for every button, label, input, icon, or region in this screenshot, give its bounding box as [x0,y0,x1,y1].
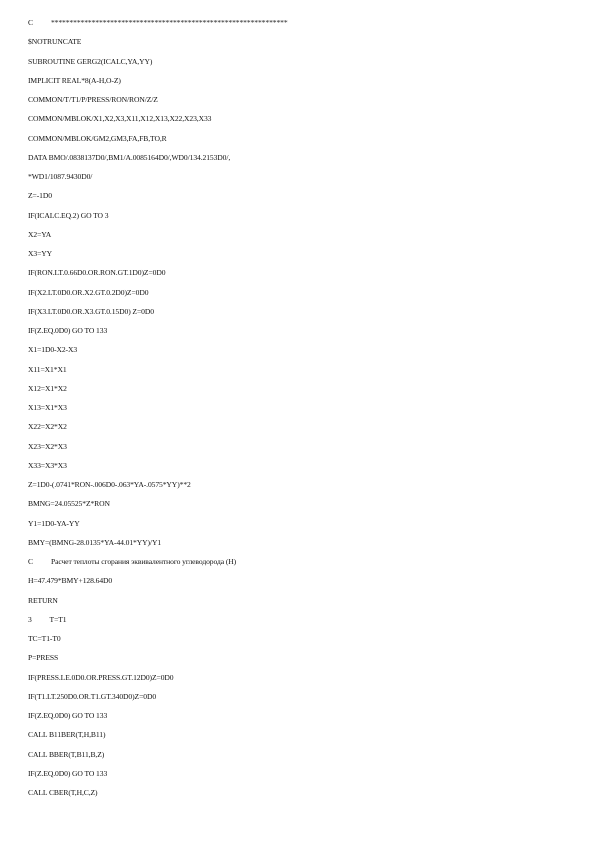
code-line: IF(PRESS.LE.0D0.OR.PRESS.GT.12D0)Z=0D0 [28,672,174,682]
code-line: COMMON/MBLOK/X1,X2,X3,X11,X12,X13,X22,X23,X33 [28,114,212,124]
code-line: Z=-1D0 [28,191,52,201]
code-line: IF(Z.EQ.0D0) GO TO 133 [28,326,108,335]
code-line: X3=YY [28,249,53,258]
code-line: X33=X3*X3 [28,460,67,470]
code-line: BMY=(BMNG-28.0135*YA-44.01*YY)/Y1 [28,537,162,547]
code-line: IF(ICALC.EQ.2) GO TO 3 [28,210,109,220]
code-line: X13=X1*X3 [28,403,67,412]
code-line: C Расчет теплоты сгорания эквивалентного углеводорода (H) [28,557,237,566]
code-line: CALL CBER(T,H,C,Z) [28,788,98,797]
code-line: X23=X2*X3 [28,441,67,451]
code-line: RETURN [28,595,58,605]
code-line: Z=1D0-(.0741*RON-.006D0-.063*YA-.0575*YY)**2 [28,480,191,489]
code-line: Y1=1D0-YA-YY [28,518,80,528]
code-line: IF(X2.LT.0D0.OR.X2.GT.0.2D0)Z=0D0 [28,287,149,297]
code-line: X1=1D0-X2-X3 [28,345,78,355]
code-line: DATA BMO/.0838137D0/,BM1/A.0085164D0/,WD0/134.2153D0/, [28,152,231,162]
code-line: TC=T1-T0 [28,634,61,643]
code-line: COMMON/T/T1/P/PRESS/RON/RON/Z/Z [28,95,158,104]
code-line: X12=X1*X2 [28,383,67,393]
code-line: H=47.479*BMY+128.64D0 [28,576,113,586]
code-line: IF(T1.LT.250D0.OR.T1.GT.340D0)Z=0D0 [28,691,157,701]
code-line: IF(Z.EQ.0D0) GO TO 133 [28,711,108,720]
code-line: CALL B11BER(T,H,B11) [28,730,106,740]
code-line: C **************************************************************** [28,18,288,27]
code-line: 3 T=T1 [28,614,67,624]
fortran-code-listing [28,16,288,805]
code-line: X2=YA [28,229,52,239]
code-line: *WD1/1087.9430D0/ [28,172,93,181]
code-line: IF(X3.LT.0D0.OR.X3.GT.0.15D0) Z=0D0 [28,306,154,316]
code-line: P=PRESS [28,653,59,663]
code-line: CALL BBER(T,B11,B,Z) [28,749,105,759]
code-line: X22=X2*X2 [28,422,67,432]
code-line: $NOTRUNCATE [28,37,82,47]
code-line: IF(Z.EQ.0D0) GO TO 133 [28,768,108,778]
code-line: SUBROUTINE GERG2(ICALC,YA,YY) [28,56,153,66]
code-line: BMNG=24.05525*Z*RON [28,499,110,509]
code-line: IF(RON.LT.0.66D0.OR.RON.GT.1D0)Z=0D0 [28,268,166,278]
code-line: X11=X1*X1 [28,364,67,374]
code-line: COMMON/MBLOK/GM2,GM3,FA,FB,TO,R [28,133,167,143]
code-line: IMPLICIT REAL*8(A-H,O-Z) [28,75,121,85]
